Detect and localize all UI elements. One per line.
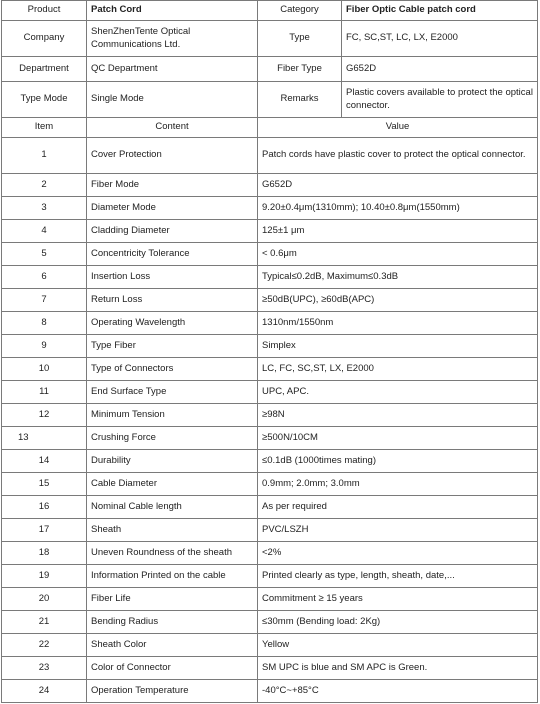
table-row — [2, 174, 538, 197]
table-row — [2, 404, 538, 427]
table-row — [2, 197, 538, 220]
product-label: Product — [2, 1, 87, 21]
column-header-item: Item — [2, 118, 87, 138]
row-value: ≥500N/10CM — [258, 427, 538, 450]
row-item: 2 — [2, 174, 87, 197]
column-header-value: Value — [258, 118, 538, 138]
row-content: Fiber Life — [87, 588, 258, 611]
row-content: Sheath — [87, 519, 258, 542]
spec-table — [1, 0, 538, 703]
remarks-value: Plastic covers available to protect the optical connector. — [342, 82, 538, 118]
remarks-label: Remarks — [258, 82, 342, 118]
row-item: 16 — [2, 496, 87, 519]
row-value: Printed clearly as type, length, sheath, date,... — [258, 565, 538, 588]
row-value: 1310nm/1550nm — [258, 312, 538, 335]
table-row — [2, 266, 538, 289]
row-content: Uneven Roundness of the sheath — [87, 542, 258, 565]
row-value: 9.20±0.4μm(1310mm); 10.40±0.8μm(1550mm) — [258, 197, 538, 220]
table-row — [2, 289, 538, 312]
row-item: 18 — [2, 542, 87, 565]
row-value: ≤0.1dB (1000times mating) — [258, 450, 538, 473]
row-content: Cover Protection — [87, 138, 258, 174]
table-row — [2, 335, 538, 358]
row-value: G652D — [258, 174, 538, 197]
row-content: Type of Connectors — [87, 358, 258, 381]
table-row — [2, 519, 538, 542]
type-mode-value: Single Mode — [87, 82, 258, 118]
row-item: 23 — [2, 657, 87, 680]
row-value: -40°C~+85°C — [258, 680, 538, 703]
row-value: Patch cords have plastic cover to protect the optical connector. — [258, 138, 538, 174]
row-value: ≥98N — [258, 404, 538, 427]
row-item: 20 — [2, 588, 87, 611]
row-value: Typical≤0.2dB, Maximum≤0.3dB — [258, 266, 538, 289]
table-row — [2, 138, 538, 174]
row-item: 6 — [2, 266, 87, 289]
header-row-product — [2, 1, 538, 21]
row-item: 10 — [2, 358, 87, 381]
row-item: 14 — [2, 450, 87, 473]
row-value: Commitment ≥ 15 years — [258, 588, 538, 611]
row-item: 8 — [2, 312, 87, 335]
row-value: Simplex — [258, 335, 538, 358]
row-value: SM UPC is blue and SM APC is Green. — [258, 657, 538, 680]
row-value: 0.9mm; 2.0mm; 3.0mm — [258, 473, 538, 496]
row-content: Insertion Loss — [87, 266, 258, 289]
row-item: 11 — [2, 381, 87, 404]
category-value: Fiber Optic Cable patch cord — [342, 1, 538, 21]
type-label: Type — [258, 21, 342, 57]
row-content: Crushing Force — [87, 427, 258, 450]
category-label: Category — [258, 1, 342, 21]
table-row — [2, 657, 538, 680]
row-item: 4 — [2, 220, 87, 243]
table-row — [2, 381, 538, 404]
table-row — [2, 358, 538, 381]
header-row-department — [2, 57, 538, 82]
table-row — [2, 496, 538, 519]
row-content: Cladding Diameter — [87, 220, 258, 243]
row-value: ≤30mm (Bending load: 2Kg) — [258, 611, 538, 634]
department-value: QC Department — [87, 57, 258, 82]
row-content: Bending Radius — [87, 611, 258, 634]
row-content: Fiber Mode — [87, 174, 258, 197]
row-content: Diameter Mode — [87, 197, 258, 220]
header-row-company — [2, 21, 538, 57]
row-value: LC, FC, SC,ST, LX, E2000 — [258, 358, 538, 381]
row-item: 15 — [2, 473, 87, 496]
row-content: Durability — [87, 450, 258, 473]
row-item: 12 — [2, 404, 87, 427]
row-content: Information Printed on the cable — [87, 565, 258, 588]
table-row — [2, 473, 538, 496]
table-row — [2, 565, 538, 588]
table-row — [2, 450, 538, 473]
row-item: 5 — [2, 243, 87, 266]
row-content: Operating Wavelength — [87, 312, 258, 335]
row-value: 125±1 μm — [258, 220, 538, 243]
row-value: <2% — [258, 542, 538, 565]
table-row — [2, 542, 538, 565]
row-value: As per required — [258, 496, 538, 519]
row-item: 19 — [2, 565, 87, 588]
header-row-type-mode — [2, 82, 538, 118]
row-content: Concentricity Tolerance — [87, 243, 258, 266]
row-value: < 0.6μm — [258, 243, 538, 266]
row-content: Nominal Cable length — [87, 496, 258, 519]
fiber-type-label: Fiber Type — [258, 57, 342, 82]
table-row — [2, 220, 538, 243]
row-item: 13 — [2, 427, 87, 450]
table-row — [2, 312, 538, 335]
column-header-row — [2, 118, 538, 138]
row-content: Cable Diameter — [87, 473, 258, 496]
row-value: ≥50dB(UPC), ≥60dB(APC) — [258, 289, 538, 312]
row-item: 7 — [2, 289, 87, 312]
company-label: Company — [2, 21, 87, 57]
table-row — [2, 680, 538, 703]
row-value: Yellow — [258, 634, 538, 657]
row-content: Return Loss — [87, 289, 258, 312]
row-item: 22 — [2, 634, 87, 657]
row-value: PVC/LSZH — [258, 519, 538, 542]
department-label: Department — [2, 57, 87, 82]
row-content: End Surface Type — [87, 381, 258, 404]
table-row — [2, 427, 538, 450]
company-value: ShenZhenTente Optical Communications Ltd. — [87, 21, 258, 57]
row-item: 3 — [2, 197, 87, 220]
row-item: 9 — [2, 335, 87, 358]
type-mode-label: Type Mode — [2, 82, 87, 118]
row-content: Color of Connector — [87, 657, 258, 680]
table-row — [2, 611, 538, 634]
table-row — [2, 243, 538, 266]
row-item: 17 — [2, 519, 87, 542]
row-content: Sheath Color — [87, 634, 258, 657]
column-header-content: Content — [87, 118, 258, 138]
row-item: 1 — [2, 138, 87, 174]
row-item: 24 — [2, 680, 87, 703]
row-value: UPC, APC. — [258, 381, 538, 404]
row-item: 21 — [2, 611, 87, 634]
product-value: Patch Cord — [87, 1, 258, 21]
row-content: Type Fiber — [87, 335, 258, 358]
row-content: Minimum Tension — [87, 404, 258, 427]
table-row — [2, 588, 538, 611]
fiber-type-value: G652D — [342, 57, 538, 82]
row-content: Operation Temperature — [87, 680, 258, 703]
type-value: FC, SC,ST, LC, LX, E2000 — [342, 21, 538, 57]
table-row — [2, 634, 538, 657]
